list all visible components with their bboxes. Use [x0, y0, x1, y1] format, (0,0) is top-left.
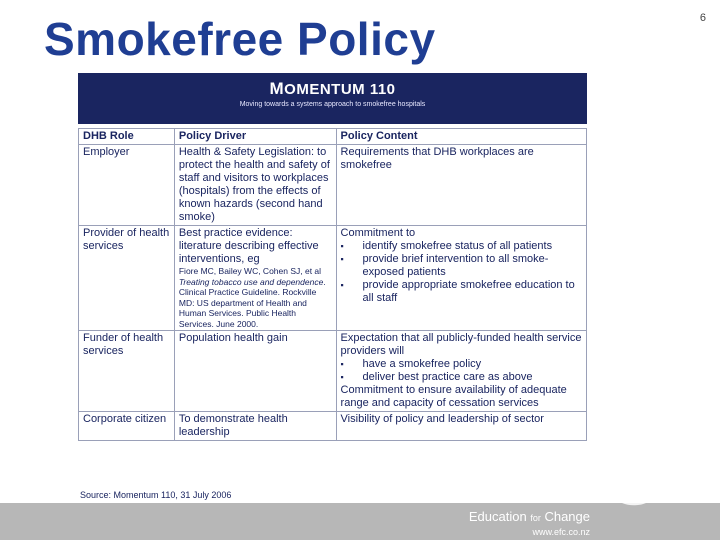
column-header: DHB Role: [79, 129, 175, 145]
content-cell: [336, 331, 586, 412]
role-cell: Provider of health services: [79, 226, 175, 331]
table-row: [79, 412, 587, 441]
efc-name: Education for Change: [468, 509, 590, 524]
slide-title: Smokefree Policy: [44, 13, 436, 65]
content-cell: [336, 226, 586, 331]
list-item: ▪ deliver best practice care as above: [341, 371, 582, 384]
list-item: ▪ identify smokefree status of all patients: [341, 240, 582, 253]
driver-cell: To demonstrate health leadership: [174, 412, 336, 441]
list-item: ▪ provide brief intervention to all smoke-exposed patients: [341, 253, 582, 279]
efc-logo-icon: [598, 438, 670, 510]
driver-reference: Fiore MC, Bailey WC, Cohen SJ, et al Treating tobacco use and dependence. Clinical Practice Guideline. Rockville MD: US department of Health and Human Services. Public Health Services. June 2000.: [178, 266, 326, 329]
column-header: Policy Driver: [174, 129, 336, 145]
source-caption: Source: Momentum 110, 31 July 2006: [80, 490, 232, 500]
list-item: ▪ provide appropriate smokefree education to all staff: [341, 279, 582, 305]
page-number: 6: [699, 12, 706, 24]
driver-cell: [174, 226, 336, 331]
banner-title: MOMENTUM 110: [269, 79, 396, 98]
role-cell: Employer: [79, 145, 175, 226]
table-header-row: [79, 129, 587, 145]
bullet-list: [341, 240, 582, 305]
content-intro: Commitment to: [340, 227, 416, 239]
driver-cell: Health & Safety Legislation: to protect the health and safety of staff and visitors to workplaces (hospitals) from the effects of known hazards (second hand smoke): [174, 145, 336, 226]
banner-subtitle: Moving towards a systems approach to smokefree hospitals: [239, 101, 426, 108]
content-intro: Expectation that all publicly-funded health service providers will: [340, 332, 582, 357]
content-outro: Commitment to ensure availability of adequate range and capacity of cessation services: [340, 384, 567, 409]
efc-url: www.efc.co.nz: [532, 527, 590, 537]
role-cell: Funder of health services: [79, 331, 175, 412]
list-item: ▪ have a smokefree policy: [341, 358, 582, 371]
content-cell: Visibility of policy and leadership of sector: [336, 412, 586, 441]
policy-table: [78, 128, 587, 441]
bullet-list: [341, 358, 582, 384]
table-row: [79, 331, 587, 412]
driver-cell: Population health gain: [174, 331, 336, 412]
momentum-document: [78, 73, 587, 441]
column-header: Policy Content: [336, 129, 586, 145]
table-row: [79, 145, 587, 226]
role-cell: Corporate citizen: [79, 412, 175, 441]
document-banner: [78, 73, 587, 124]
driver-text: Best practice evidence: literature describing effective interventions, eg: [178, 227, 319, 265]
content-cell: Requirements that DHB workplaces are smokefree: [336, 145, 586, 226]
table-row: [79, 226, 587, 331]
